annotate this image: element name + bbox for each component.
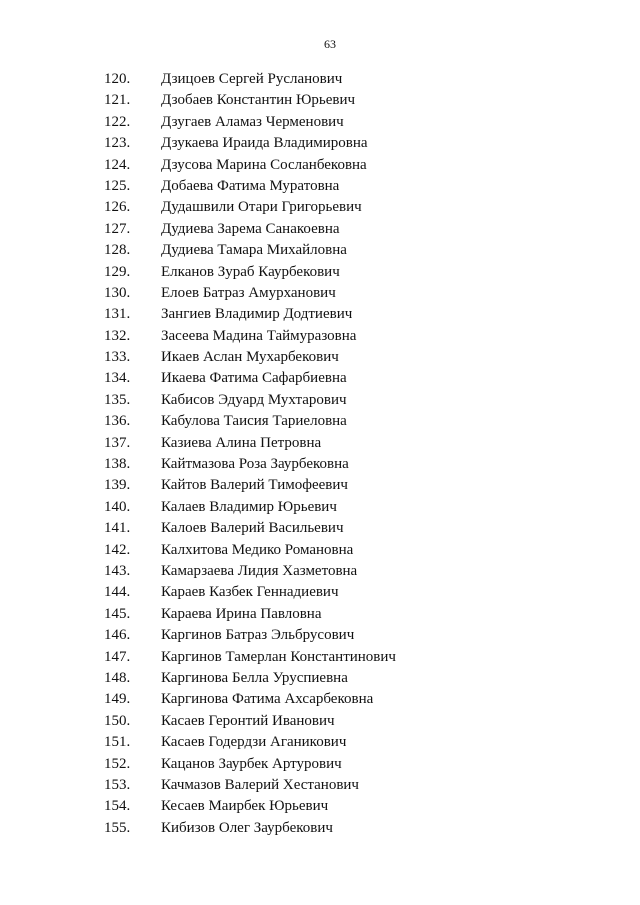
list-item (0, 433, 640, 454)
list-item (0, 411, 640, 432)
entry-number: 126. (104, 199, 131, 216)
list-item (0, 582, 640, 603)
entry-name: Караев Казбек Геннадиевич (161, 584, 339, 601)
entry-name: Кайтов Валерий Тимофеевич (161, 477, 348, 494)
entry-number: 142. (104, 541, 131, 558)
entry-name: Калаев Владимир Юрьевич (161, 498, 337, 515)
entry-name: Каргинов Тамерлан Константинович (161, 648, 396, 665)
list-item (0, 625, 640, 646)
entry-name: Дзукаева Ираида Владимировна (161, 135, 368, 152)
entry-name: Качмазов Валерий Хестанович (161, 776, 359, 793)
entry-number: 144. (104, 584, 131, 601)
entry-name: Калхитова Медико Романовна (161, 541, 354, 558)
entry-name: Кайтмазова Роза Заурбековна (161, 456, 349, 473)
list-item (0, 754, 640, 775)
entry-number: 132. (104, 327, 131, 344)
list-item (0, 197, 640, 218)
list-item (0, 540, 640, 561)
list-item (0, 90, 640, 111)
list-item (0, 390, 640, 411)
list-item (0, 454, 640, 475)
list-item (0, 818, 640, 839)
entry-number: 146. (104, 627, 131, 644)
entry-name: Каргинов Батраз Эльбрусович (161, 627, 355, 644)
name-list (0, 69, 640, 839)
list-item (0, 304, 640, 325)
list-item (0, 775, 640, 796)
entry-name: Кесаев Маирбек Юрьевич (161, 798, 329, 815)
list-item (0, 176, 640, 197)
entry-number: 148. (104, 669, 131, 686)
list-item (0, 518, 640, 539)
entry-name: Кибизов Олег Заурбекович (161, 819, 333, 836)
list-item (0, 604, 640, 625)
entry-name: Дудиева Зарема Санакоевна (161, 220, 340, 237)
entry-number: 149. (104, 691, 131, 708)
entry-number: 128. (104, 242, 131, 259)
entry-number: 141. (104, 520, 131, 537)
entry-name: Дзицоев Сергей Русланович (161, 71, 343, 87)
list-item (0, 69, 640, 90)
list-item (0, 283, 640, 304)
entry-number: 133. (104, 349, 131, 366)
entry-name: Касаев Годердзи Аганикович (161, 734, 347, 751)
entry-number: 140. (104, 498, 131, 515)
list-item (0, 262, 640, 283)
entry-number: 125. (104, 177, 131, 194)
entry-name: Засеева Мадина Таймуразовна (161, 327, 357, 344)
entry-number: 137. (104, 434, 131, 451)
entry-name: Зангиев Владимир Додтиевич (161, 306, 353, 323)
list-item (0, 796, 640, 817)
list-item (0, 497, 640, 518)
list-item (0, 475, 640, 496)
entry-number: 136. (104, 413, 131, 430)
page-number: 63 (324, 37, 336, 51)
entry-number: 127. (104, 220, 131, 237)
entry-name: Кацанов Заурбек Артурович (161, 755, 342, 772)
entry-number: 151. (104, 734, 131, 751)
entry-number: 139. (104, 477, 131, 494)
entry-name: Дзобаев Константин Юрьевич (161, 92, 356, 109)
entry-name: Дзусова Марина Сосланбековна (161, 156, 367, 173)
list-item (0, 561, 640, 582)
entry-name: Икаева Фатима Сафарбиевна (161, 370, 347, 387)
entry-name: Казиева Алина Петровна (161, 434, 322, 451)
list-item (0, 647, 640, 668)
entry-number: 152. (104, 755, 131, 772)
list-item (0, 112, 640, 133)
entry-name: Икаев Аслан Мухарбекович (161, 349, 339, 366)
entry-number: 134. (104, 370, 131, 387)
list-item (0, 133, 640, 154)
entry-number: 131. (104, 306, 131, 323)
entry-name: Дзугаев Аламаз Черменович (161, 113, 344, 130)
entry-number: 123. (104, 135, 131, 152)
entry-name: Кабулова Таисия Тариеловна (161, 413, 347, 430)
entry-number: 143. (104, 562, 131, 579)
entry-number: 154. (104, 798, 131, 815)
entry-name: Камарзаева Лидия Хазметовна (161, 562, 358, 579)
entry-name: Калоев Валерий Васильевич (161, 520, 344, 537)
list-item (0, 368, 640, 389)
entry-number: 145. (104, 605, 131, 622)
list-item (0, 326, 640, 347)
entry-number: 120. (104, 71, 131, 87)
list-item (0, 689, 640, 710)
entry-number: 135. (104, 391, 131, 408)
entry-number: 150. (104, 712, 131, 729)
entry-name: Добаева Фатима Муратовна (161, 177, 340, 194)
entry-number: 130. (104, 284, 131, 301)
list-item (0, 219, 640, 240)
list-item (0, 155, 640, 176)
entry-name: Каргинова Фатима Ахсарбековна (161, 691, 374, 708)
entry-number: 138. (104, 456, 131, 473)
entry-name: Дудиева Тамара Михайловна (161, 242, 347, 259)
entry-name: Елканов Зураб Каурбекович (161, 263, 340, 280)
entry-name: Касаев Геронтий Иванович (161, 712, 335, 729)
list-item (0, 711, 640, 732)
entry-number: 155. (104, 819, 131, 836)
entry-number: 129. (104, 263, 131, 280)
entry-number: 122. (104, 113, 131, 130)
entry-name: Кабисов Эдуард Мухтарович (161, 391, 347, 408)
entry-number: 121. (104, 92, 131, 109)
entry-number: 124. (104, 156, 131, 173)
entry-name: Караева Ирина Павловна (161, 605, 322, 622)
entry-name: Дудашвили Отари Григорьевич (161, 199, 362, 216)
entry-number: 153. (104, 776, 131, 793)
list-item (0, 347, 640, 368)
entry-name: Елоев Батраз Амурханович (161, 284, 336, 301)
entry-name: Каргинова Белла Уруспиевна (161, 669, 348, 686)
list-item (0, 240, 640, 261)
list-item (0, 668, 640, 689)
entry-number: 147. (104, 648, 131, 665)
list-item (0, 732, 640, 753)
